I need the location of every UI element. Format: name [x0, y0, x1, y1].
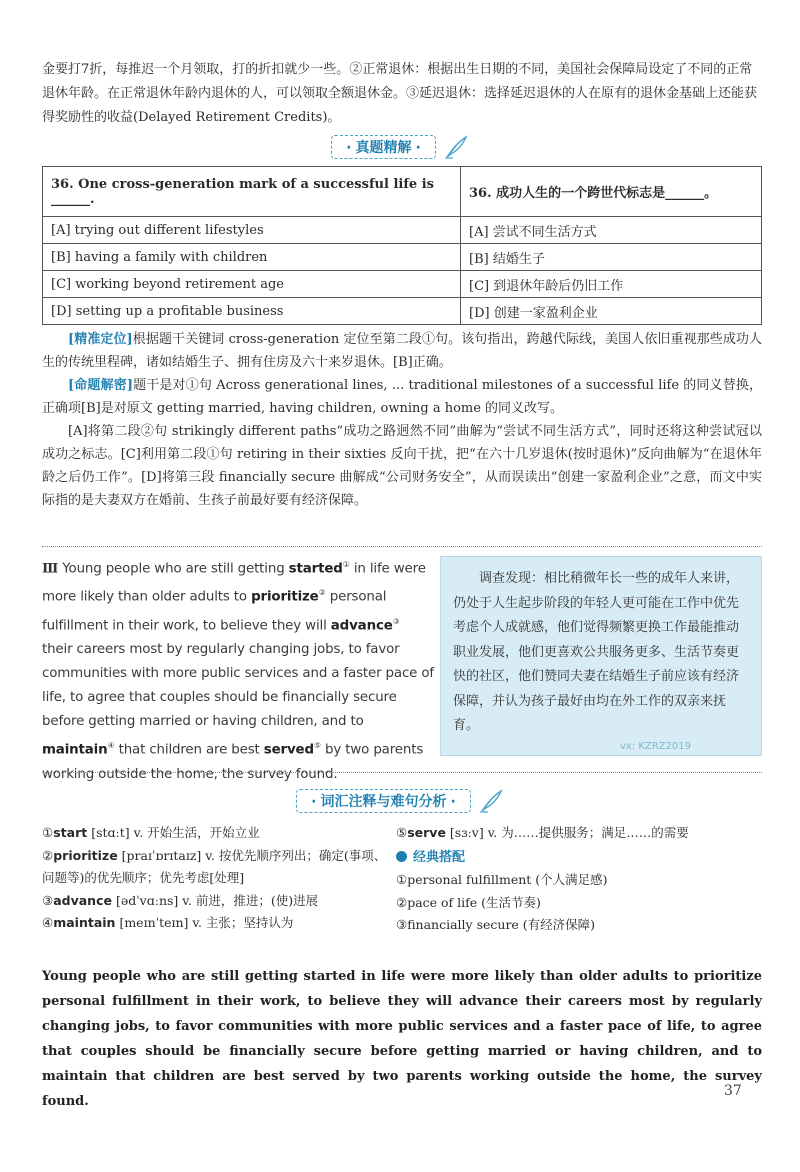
- passage-text: by two parents working outside the home, the survey found.: [42, 742, 424, 782]
- analysis-locate: [42, 328, 762, 374]
- vocab-item: [42, 912, 387, 935]
- passage-text: Young people who are still getting: [62, 561, 285, 577]
- option-d-zh: [D] 创建一家盈利企业: [461, 298, 762, 325]
- vocab-phonetic: [meɪnˈteɪn]: [119, 915, 189, 930]
- analysis-locate-text: 根据题干关键词 cross-generation 定位至第二段①句。该句指出，跨越代际线，美国人依旧重视那些成功人生的传统里程碑，诸如结婚生子、拥有住房及六十来岁退休。[B]正确。: [42, 332, 762, 370]
- vocab-item: [42, 822, 387, 845]
- option-c-zh: [C] 到退休年龄后仍旧工作: [461, 271, 762, 298]
- intro-paragraph: 金要打7折，每推迟一个月领取，打的折扣就少一些。②正常退休：根据出生日期的不同，美国社会保障局设定了不同的正常退休年龄。在正常退休年龄内退休的人，可以领取全额退休金。③延迟退休：选择延迟退休的人在原有的退休金基础上还能获得奖励性的收益(Delayed Retirement Credits)。: [42, 62, 758, 125]
- vocab-list-left: [42, 822, 387, 935]
- translation-box: [440, 556, 762, 756]
- vocab-word: start: [53, 825, 88, 840]
- option-row: [43, 217, 762, 244]
- collocation-title: 经典搭配: [413, 849, 466, 865]
- vocab-list-right: [396, 822, 762, 937]
- vocab-num: ⑤: [396, 825, 408, 840]
- note-marker: ⑤: [313, 741, 321, 751]
- tag-locate: [精准定位]: [68, 332, 133, 347]
- quill-icon: [443, 134, 469, 160]
- page-number: 37: [724, 1083, 742, 1099]
- vocab-word: maintain: [53, 915, 116, 930]
- option-row: [43, 298, 762, 325]
- passage-text: that children are best: [118, 742, 260, 758]
- note-marker: ③: [392, 616, 400, 626]
- difficult-sentence: Young people who are still getting started in life were more likely than older adults to prioritize personal fulfillment in their work, to believe they will advance their careers most by regularly changing jobs, to favor communities with more public services and a faster pace of life, to agree that couples should be financially secure before getting married or having children, and to maintain that children are best served by two parents working outside the home, the survey found.: [42, 969, 762, 1109]
- note-marker: ④: [107, 741, 115, 751]
- vocab-num: ④: [42, 915, 54, 930]
- vocab-phonetic: [sɜːv]: [449, 825, 484, 840]
- option-b-en: [B] having a family with children: [43, 244, 461, 271]
- keyword-maintain: maintain: [42, 742, 108, 758]
- collocation-item: ②pace of life (生活节奏): [396, 894, 541, 910]
- question-stem-en: 36. One cross-generation mark of a successful life is ______.: [43, 167, 461, 217]
- vocab-num: ①: [42, 825, 54, 840]
- bullet-icon: [396, 851, 407, 862]
- paragraph-numeral: Ⅲ: [42, 560, 59, 577]
- answer-analysis: [42, 328, 762, 512]
- note-marker: ②: [318, 588, 326, 598]
- section-title-exam-analysis: [0, 134, 800, 160]
- collocation-item: ③financially secure (有经济保障): [396, 917, 596, 932]
- option-row: [43, 244, 762, 271]
- divider-bottom: [42, 772, 762, 773]
- question-table: [42, 166, 762, 325]
- option-a-zh: [A] 尝试不同生活方式: [461, 217, 762, 244]
- passage-text: in life were more likely than older adults to: [42, 561, 426, 605]
- divider-top: [42, 546, 762, 547]
- section-title-text: 真题精解: [355, 139, 412, 156]
- vocab-definition: v. 主张；坚持认为: [192, 915, 294, 930]
- section-title-text: 词汇注释与难句分析: [320, 793, 447, 810]
- analysis-decode-text: 题干是对①句 Across generational lines, ... traditional milestones of a successful life 的同义替换，正确项[B]是对原文 getting married, having children, owning a home 的同义改写。: [42, 378, 762, 416]
- option-b-zh: [B] 结婚生子: [461, 244, 762, 271]
- note-marker: ①: [342, 560, 350, 569]
- analysis-decode: [42, 374, 762, 420]
- vocab-phonetic: [stɑːt]: [91, 825, 130, 840]
- vocab-item: [396, 822, 762, 845]
- vocab-definition: v. 按优先顺序列出；确定(事项、问题等)的优先顺序；优先考虑[处理]: [42, 847, 387, 885]
- keyword-started: started: [288, 561, 343, 577]
- collocation-heading: [396, 847, 762, 870]
- vocab-word: prioritize: [53, 847, 118, 863]
- option-row: [43, 271, 762, 298]
- question-stem-zh: 36. 成功人生的一个跨世代标志是______。: [461, 167, 762, 217]
- vocab-item: [42, 845, 387, 890]
- tag-decode: [命题解密]: [68, 378, 133, 393]
- analysis-distractors: [A]将第二段②句 strikingly different paths“成功之路迥然不同”曲解为“尝试不同生活方式”，同时还将这种尝试冠以成功之标志。[C]利用第二段①句 retiring in their sixties 反向干扰，把“在六十几岁退休(按时退休)”反向曲解为“在退休年龄之后仍工作”。[D]将第三段 financially secure 曲解成“公司财务安全”，从而误读出“创建一家盈利企业”之意，而文中实际指的是夫妻双方在婚前、生孩子前最好要有经济保障。: [42, 424, 762, 508]
- vocab-word: advance: [53, 892, 112, 908]
- vocab-num: ②: [42, 847, 54, 863]
- keyword-prioritize: prioritize: [251, 589, 319, 605]
- section-title-vocab: [0, 788, 800, 814]
- option-a-en: [A] trying out different lifestyles: [43, 217, 461, 244]
- vocab-definition: v. 为……提供服务；满足……的需要: [487, 825, 689, 840]
- vocab-item: [42, 890, 387, 913]
- keyword-advance: advance: [330, 618, 393, 634]
- vocab-num: ③: [42, 892, 54, 908]
- keyword-served: served: [263, 742, 314, 758]
- translation-text: 调查发现：相比稍微年长一些的成年人来讲，仍处于人生起步阶段的年轻人更可能在工作中优先考虑个人成就感，他们觉得频繁更换工作最能推动职业发展，他们更喜欢公共服务更多、生活节奏更快的社区，他们赞同夫妻在结婚生子前应该有经济保障，并认为孩子最好由均在外工作的双亲来抚育。: [453, 571, 740, 733]
- option-d-en: [D] setting up a profitable business: [43, 298, 461, 325]
- collocation-item: ①personal fulfillment (个人满足感): [396, 872, 608, 887]
- option-c-en: [C] working beyond retirement age: [43, 271, 461, 298]
- vocab-phonetic: [ədˈvɑːns]: [115, 892, 179, 908]
- passage-text: personal fulfillment in their work, to believe they will: [42, 589, 387, 634]
- passage-paragraph: [42, 553, 434, 787]
- vocab-definition: v. 前进，推进；(使)进展: [182, 892, 319, 908]
- passage-text: their careers most by regularly changing jobs, to favor communities with more public services and a faster pace of life, to agree that couples should be financially secure before getting married or having children, and to: [42, 642, 434, 730]
- quill-icon: [478, 788, 504, 814]
- vocab-definition: v. 开始生活，开始立业: [133, 825, 260, 840]
- section-title-pill: · 真题精解 ·: [331, 135, 436, 159]
- vocab-word: serve: [407, 825, 446, 840]
- section-title-pill: · 词汇注释与难句分析 ·: [296, 789, 471, 813]
- question-stem-row: [43, 167, 762, 217]
- vocab-phonetic: [praɪˈɒrɪtaɪz]: [121, 847, 202, 863]
- watermark: vx: KZRZ2019: [619, 741, 691, 752]
